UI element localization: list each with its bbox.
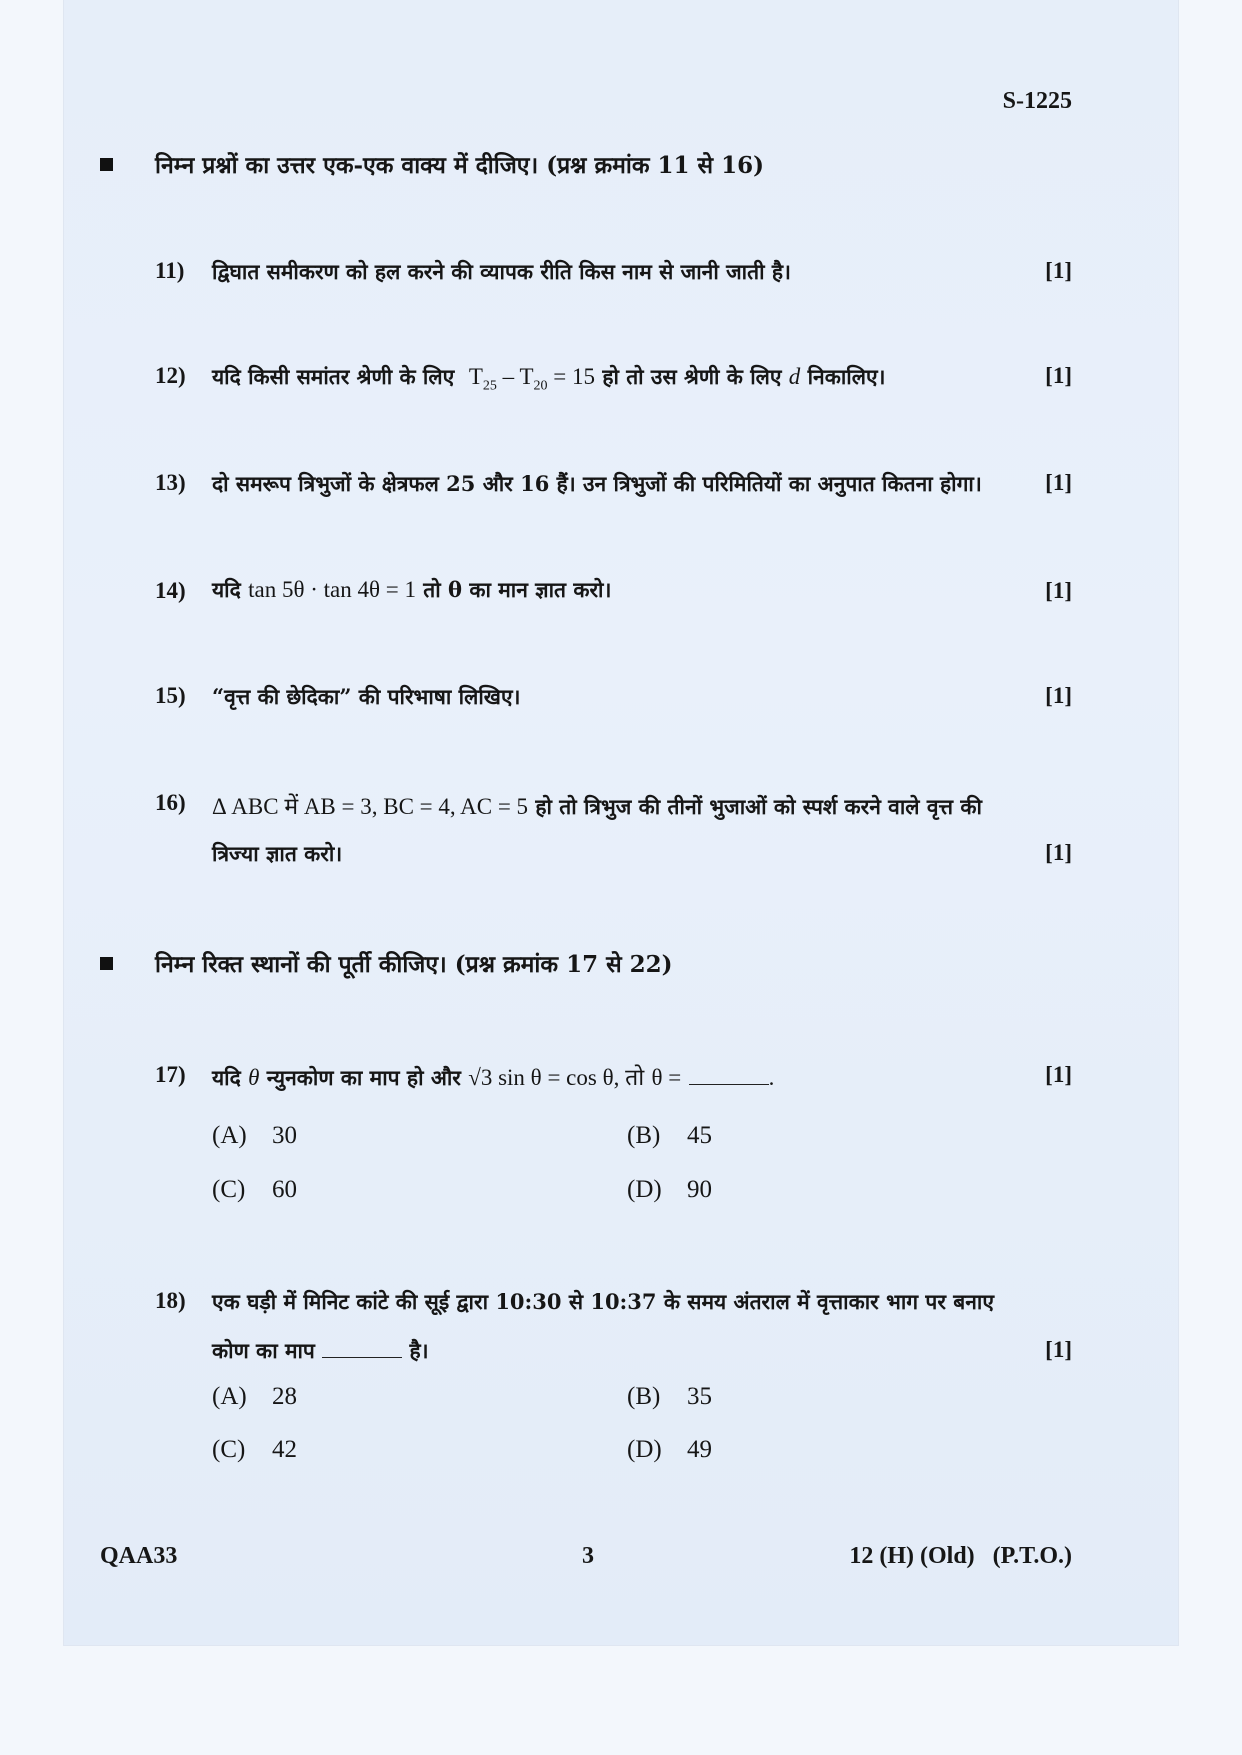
question-15-number: 15) (155, 683, 186, 708)
q17-option-d: (D) 90 (627, 1176, 712, 1203)
q17-option-c: (C) 60 (212, 1176, 297, 1203)
triangle-expression: Δ ABC में AB = 3, BC = 4, AC = 5 (212, 794, 529, 819)
question-11-text: द्विघात समीकरण को हल करने की व्यापक रीति किस नाम से जानी जाती है। (212, 259, 791, 284)
answer-blank (689, 1084, 769, 1085)
question-16-marks: [1] (1045, 840, 1072, 865)
question-14-marks: [1] (1045, 578, 1072, 603)
question-14-text: यदि tan 5θ · tan 4θ = 1 तो θ का मान ज्ञात करो। (212, 577, 612, 602)
q17-option-a: (A) 30 (212, 1122, 297, 1149)
question-18-number: 18) (155, 1288, 186, 1313)
question-12-number: 12) (155, 363, 186, 388)
footer-code: QAA33 (100, 1543, 178, 1569)
tan-expression: tan 5θ · tan 4θ = 1 (248, 577, 416, 602)
ap-term-expression: $T_{25} - T_{20} = 15$ (468, 364, 595, 394)
question-18-text: एक घड़ी में मिनिट कांटे की सूई द्वारा 10:30 से 10:37 के समय अंतराल में वृत्ताकार भाग पर बनाए (212, 1289, 994, 1314)
q17-option-b: (B) 45 (627, 1122, 712, 1149)
question-17-marks: [1] (1045, 1062, 1072, 1087)
question-15-marks: [1] (1045, 683, 1072, 708)
q18-option-a: (A) 28 (212, 1383, 297, 1410)
question-16-text-line2: त्रिज्या ज्ञात करो। (212, 841, 343, 866)
question-18-text-line2: कोण का माप है। (212, 1338, 429, 1363)
q18-option-b: (B) 35 (627, 1383, 712, 1410)
trig-equation: √3 sin θ = cos θ (468, 1065, 614, 1090)
question-13-number: 13) (155, 470, 186, 495)
question-16-number: 16) (155, 790, 186, 815)
question-17-text: यदि θ न्युनकोण का माप हो और √3 sin θ = cos θ, तो θ = . (212, 1065, 775, 1090)
q18-option-d: (D) 49 (627, 1436, 712, 1463)
question-14-number: 14) (155, 578, 186, 603)
question-18-marks: [1] (1045, 1337, 1072, 1362)
section-bullet-1 (100, 158, 113, 171)
question-13-marks: [1] (1045, 470, 1072, 495)
paper-code: S-1225 (1002, 88, 1072, 114)
footer-right: 12 (H) (Old) (P.T.O.) (849, 1543, 1072, 1569)
answer-blank (322, 1357, 402, 1358)
section-1-title: निम्न प्रश्नों का उत्तर एक-एक वाक्य में दीजिए। (प्रश्न क्रमांक 11 से 16) (155, 152, 764, 179)
q18-option-c: (C) 42 (212, 1436, 297, 1463)
section-bullet-2 (100, 957, 113, 970)
question-12-text: यदि किसी समांतर श्रेणी के लिए $T_{25} - T_{20} = 15$ हो तो उस श्रेणी के लिए d निकालिए। (212, 364, 886, 394)
page-number: 3 (582, 1543, 594, 1569)
question-13-text: दो समरूप त्रिभुजों के क्षेत्रफल 25 और 16 हैं। उन त्रिभुजों की परिमितियों का अनुपात कितना होगा। (212, 471, 982, 496)
question-12-marks: [1] (1045, 363, 1072, 388)
question-15-text: “वृत्त की छेदिका” की परिभाषा लिखिए। (212, 684, 521, 709)
question-16-text: Δ ABC में AB = 3, BC = 4, AC = 5 हो तो त्रिभुज की तीनों भुजाओं को स्पर्श करने वाले वृत्त की (212, 794, 982, 819)
question-11-marks: [1] (1045, 258, 1072, 283)
section-2-title: निम्न रिक्त स्थानों की पूर्ती कीजिए। (प्रश्न क्रमांक 17 से 22) (155, 951, 673, 978)
question-17-number: 17) (155, 1062, 186, 1087)
question-11-number: 11) (155, 258, 185, 283)
